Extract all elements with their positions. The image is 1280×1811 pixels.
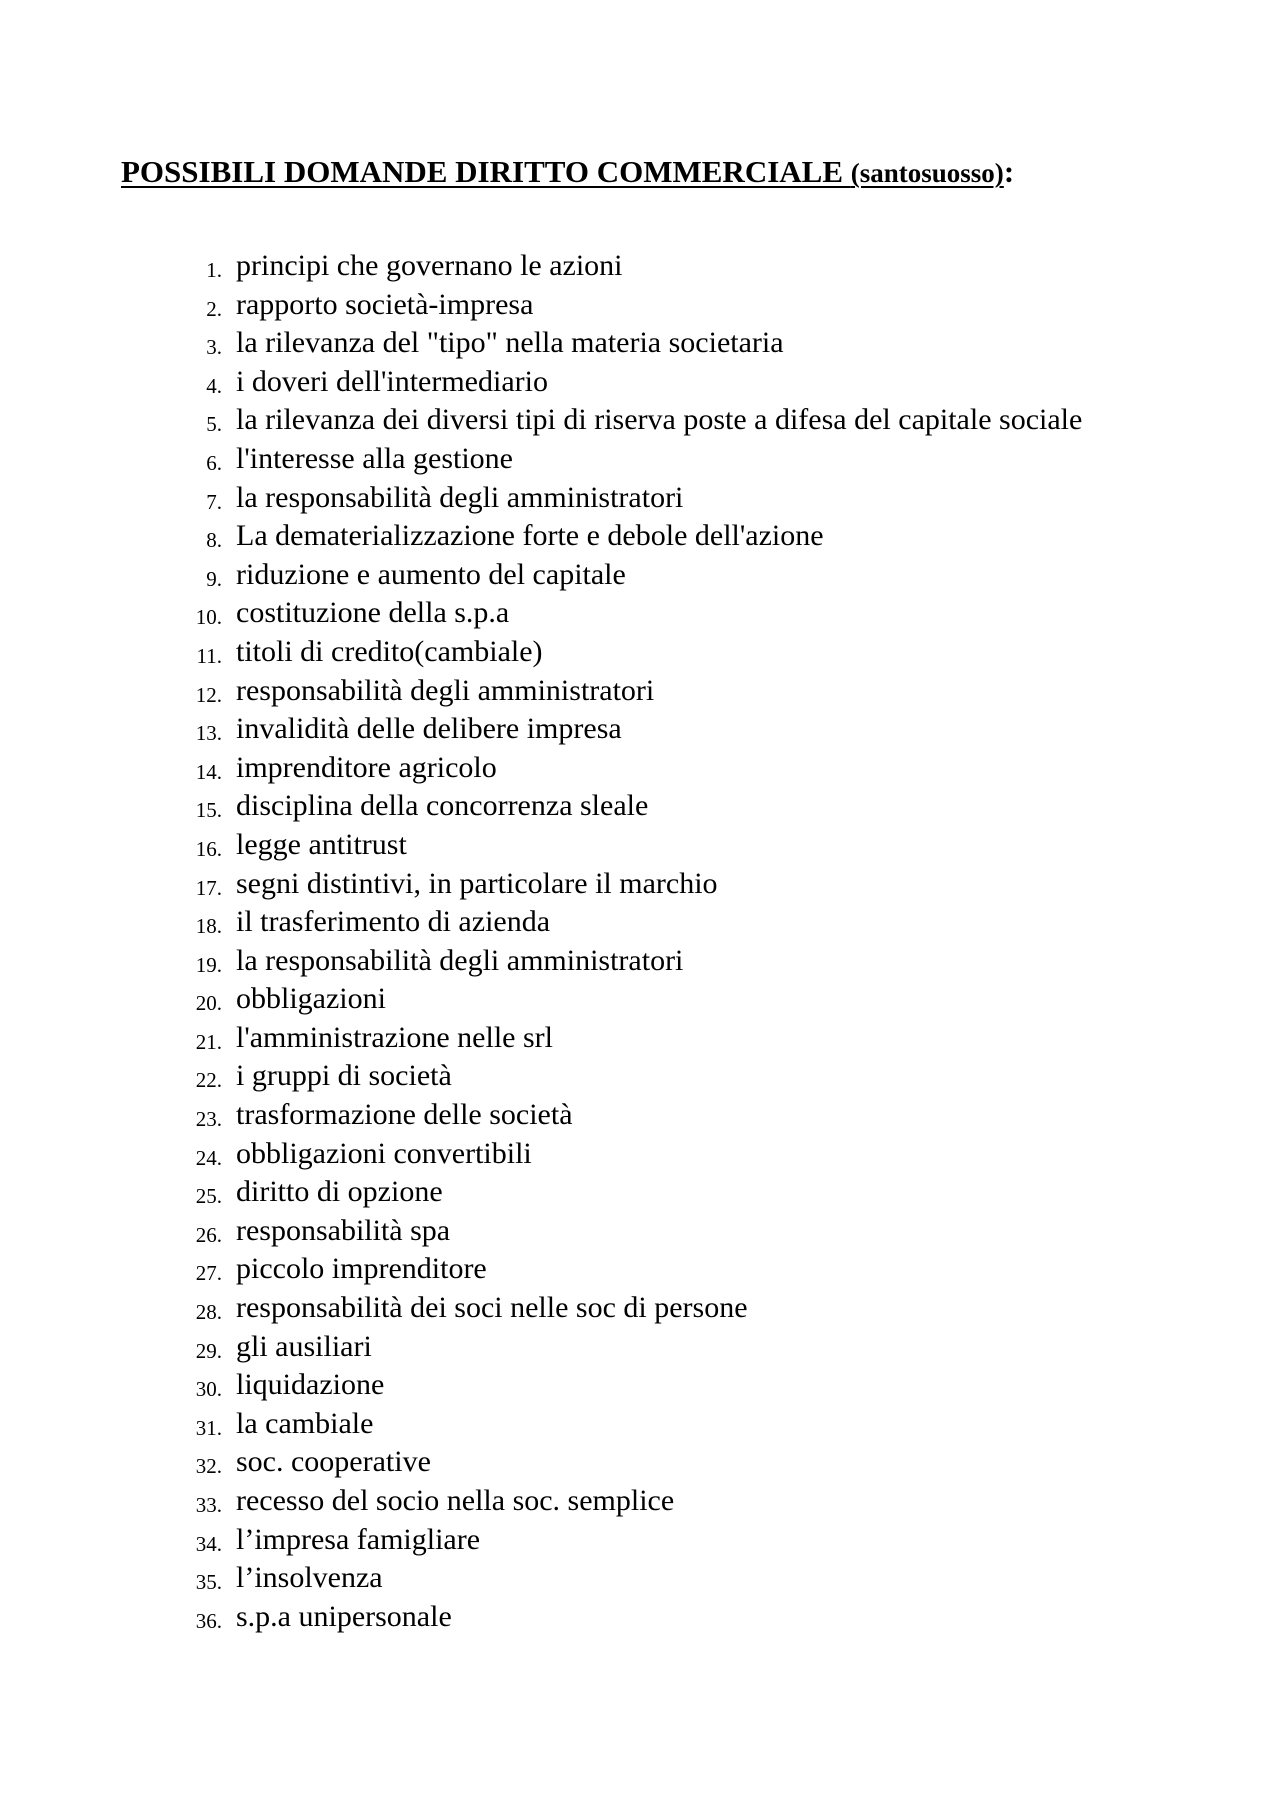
list-item-number: 2. <box>206 296 222 321</box>
list-item-text: i gruppi di società <box>236 1059 452 1093</box>
list-item-text: responsabilità degli amministratori <box>236 673 655 707</box>
list-item-text: diritto di opzione <box>236 1175 443 1209</box>
list-item-text: trasformazione delle società <box>236 1098 573 1132</box>
list-item-number: 6. <box>206 450 222 475</box>
list-item-text: i doveri dell'intermediario <box>236 364 548 398</box>
title-colon: : <box>1003 154 1015 189</box>
list-item <box>0 324 1280 363</box>
list-item-number: 23. <box>195 1107 222 1132</box>
list-item <box>0 1019 1280 1058</box>
list-item <box>0 286 1280 325</box>
list-item <box>0 942 1280 981</box>
list-item-text: l’insolvenza <box>236 1561 383 1595</box>
list-item-text: costituzione della s.p.a <box>236 596 510 630</box>
list-item-number: 34. <box>195 1531 222 1556</box>
document-title <box>121 150 1014 195</box>
list-item <box>0 401 1280 440</box>
list-item-number: 31. <box>195 1415 222 1440</box>
list-item <box>0 672 1280 711</box>
list-item-number: 25. <box>195 1184 222 1209</box>
list-item-number: 13. <box>195 721 222 746</box>
list-item <box>0 594 1280 633</box>
list-item <box>0 1250 1280 1289</box>
list-item <box>0 633 1280 672</box>
list-item-number: 19. <box>195 952 222 977</box>
list-item-number: 1. <box>206 258 222 282</box>
list-item-text: responsabilità dei soci nelle soc di persone <box>236 1291 748 1325</box>
list-item-text: imprenditore agricolo <box>236 750 497 784</box>
list-item-text: l’impresa famigliare <box>236 1522 481 1556</box>
list-item-number: 33. <box>195 1493 222 1517</box>
list-item-number: 7. <box>206 489 222 514</box>
list-item-number: 14. <box>195 759 222 784</box>
list-item-number: 35. <box>195 1570 222 1595</box>
list-item-text: liquidazione <box>236 1368 385 1402</box>
list-item-text: legge antitrust <box>236 827 407 861</box>
list-item <box>0 1443 1280 1482</box>
list-item-text: la rilevanza dei diversi tipi di riserva poste a difesa del capitale sociale <box>236 403 1083 437</box>
list-item-text: l'interesse alla gestione <box>236 441 513 475</box>
list-item <box>0 980 1280 1019</box>
list-item <box>0 247 1280 286</box>
list-item-number: 21. <box>195 1029 222 1054</box>
list-item-text: disciplina della concorrenza sleale <box>236 789 649 823</box>
list-item-number: 22. <box>195 1068 222 1093</box>
list-item-text: la rilevanza del "tipo" nella materia societaria <box>236 326 784 360</box>
list-item-text: piccolo imprenditore <box>236 1252 487 1286</box>
list-item-number: 10. <box>195 605 222 630</box>
list-item <box>0 1289 1280 1328</box>
list-item-number: 36. <box>195 1608 222 1633</box>
list-item <box>0 865 1280 904</box>
list-item-number: 20. <box>195 991 222 1016</box>
list-item-text: obbligazioni <box>236 982 386 1016</box>
list-item-number: 30. <box>195 1377 222 1402</box>
list-item-text: recesso del socio nella soc. semplice <box>236 1484 675 1517</box>
list-item <box>0 1057 1280 1096</box>
list-item <box>0 710 1280 749</box>
list-item <box>0 1559 1280 1598</box>
title-main-text: POSSIBILI DOMANDE DIRITTO COMMERCIALE <box>121 154 851 189</box>
list-item-text: La dematerializzazione forte e debole dell'azione <box>236 519 824 553</box>
list-item-text: s.p.a unipersonale <box>236 1599 452 1633</box>
list-item-text: segni distintivi, in particolare il marchio <box>236 866 718 900</box>
list-item <box>0 749 1280 788</box>
list-item-number: 29. <box>195 1338 222 1363</box>
list-item <box>0 1366 1280 1405</box>
list-item-text: la responsabilità degli amministratori <box>236 943 684 977</box>
question-list <box>0 247 1280 1636</box>
list-item-text: la responsabilità degli amministratori <box>236 480 684 514</box>
list-item <box>0 1212 1280 1251</box>
list-item-text: obbligazioni convertibili <box>236 1136 532 1170</box>
list-item-number: 15. <box>195 798 222 823</box>
list-item <box>0 1598 1280 1637</box>
list-item-number: 32. <box>195 1454 222 1479</box>
list-item-number: 11. <box>196 643 222 668</box>
list-item-text: titoli di credito(cambiale) <box>236 634 543 668</box>
list-item <box>0 517 1280 556</box>
list-item-text: principi che governano le azioni <box>236 249 623 282</box>
list-item <box>0 1328 1280 1367</box>
list-item <box>0 1405 1280 1444</box>
list-item-text: riduzione e aumento del capitale <box>236 557 626 591</box>
list-item <box>0 440 1280 479</box>
list-item-text: gli ausiliari <box>236 1329 372 1363</box>
list-item-number: 12. <box>195 682 222 707</box>
list-item <box>0 1521 1280 1560</box>
list-item <box>0 1096 1280 1135</box>
list-item <box>0 1482 1280 1521</box>
title-paren-text: (santosuosso) <box>850 158 1004 188</box>
list-item-text: soc. cooperative <box>236 1445 431 1479</box>
list-item-number: 27. <box>195 1261 222 1286</box>
list-item-text: rapporto società-impresa <box>236 287 534 321</box>
list-item-number: 3. <box>206 335 222 360</box>
list-item <box>0 826 1280 865</box>
list-item-text: invalidità delle delibere impresa <box>236 712 622 746</box>
list-item-number: 16. <box>195 836 222 861</box>
list-item-number: 5. <box>206 412 222 437</box>
document-title-underlined <box>121 154 1004 189</box>
list-item <box>0 1135 1280 1174</box>
list-item-number: 9. <box>206 566 222 591</box>
list-item-number: 26. <box>195 1222 222 1247</box>
list-item <box>0 903 1280 942</box>
list-item-number: 8. <box>206 528 222 553</box>
list-item <box>0 787 1280 826</box>
list-item-number: 17. <box>195 875 222 900</box>
list-item <box>0 556 1280 595</box>
list-item-text: la cambiale <box>236 1406 374 1440</box>
list-item-text: l'amministrazione nelle srl <box>236 1020 553 1054</box>
list-item-number: 24. <box>195 1145 222 1170</box>
list-item-text: responsabilità spa <box>236 1213 451 1247</box>
list-item <box>0 479 1280 518</box>
list-item-number: 28. <box>195 1300 222 1325</box>
list-item-number: 18. <box>195 914 222 939</box>
list-item <box>0 1173 1280 1212</box>
list-item <box>0 363 1280 402</box>
list-item-number: 4. <box>206 373 222 398</box>
list-item-text: il trasferimento di azienda <box>236 905 551 939</box>
